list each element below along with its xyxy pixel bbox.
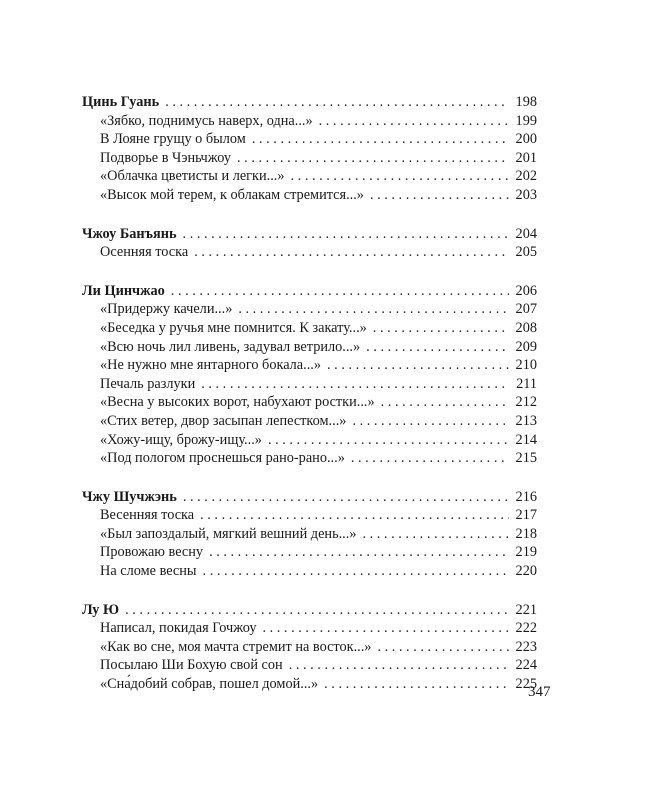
toc-entry bbox=[82, 543, 537, 562]
toc-entry bbox=[82, 675, 537, 694]
toc-author-row bbox=[82, 488, 537, 507]
dot-leader bbox=[183, 488, 509, 507]
author-name: Чжоу Банъянь bbox=[82, 225, 177, 242]
dot-leader bbox=[125, 601, 509, 620]
toc-entry bbox=[82, 167, 537, 186]
page-number: 220 bbox=[515, 563, 537, 580]
dot-leader bbox=[209, 543, 509, 562]
toc-entry bbox=[82, 656, 537, 675]
entry-title: Подворье в Чэньчжоу bbox=[100, 149, 232, 166]
toc-section bbox=[82, 488, 537, 581]
entry-title: «Под пологом проснешься рано-рано...» bbox=[100, 450, 345, 467]
page-number: 202 bbox=[515, 168, 537, 185]
toc-section bbox=[82, 601, 537, 694]
page-number: 209 bbox=[515, 338, 537, 355]
dot-leader bbox=[194, 243, 509, 262]
dot-leader bbox=[373, 319, 509, 338]
folio-page-number: 347 bbox=[528, 684, 551, 700]
page-number: 204 bbox=[515, 225, 537, 242]
dot-leader bbox=[291, 167, 509, 186]
entry-title: «Высок мой терем, к облакам стремится...» bbox=[100, 186, 364, 203]
dot-leader bbox=[327, 356, 509, 375]
page-number: 214 bbox=[515, 431, 537, 448]
author-name: Лу Ю bbox=[82, 601, 120, 618]
toc-section bbox=[82, 282, 537, 468]
toc-section bbox=[82, 93, 537, 205]
dot-leader bbox=[183, 225, 509, 244]
dot-leader bbox=[324, 675, 509, 694]
dot-leader bbox=[203, 562, 509, 581]
toc-entry bbox=[82, 338, 537, 357]
toc-entry bbox=[82, 149, 537, 168]
author-name: Чжу Шучжэнь bbox=[82, 488, 177, 505]
entry-title: «Стих ветер, двор засыпан лепестком...» bbox=[100, 412, 347, 429]
dot-leader bbox=[171, 282, 509, 301]
dot-leader bbox=[352, 412, 509, 431]
entry-title: «Придержу качели...» bbox=[100, 301, 233, 318]
entry-title: «Хожу-ищу, брожу-ищу...» bbox=[100, 431, 262, 448]
entry-title: Посылаю Ши Бохую свой сон bbox=[100, 657, 283, 674]
page-number: 211 bbox=[516, 375, 537, 392]
entry-title: «Беседка у ручья мне помнится. К закату...» bbox=[100, 319, 367, 336]
entry-title: «Весна у высоких ворот, набухают ростки...» bbox=[100, 394, 375, 411]
entry-title: На сломе весны bbox=[100, 563, 197, 580]
page-number: 224 bbox=[515, 657, 537, 674]
page-number: 225 bbox=[515, 676, 537, 693]
author-name: Цинь Гуань bbox=[82, 94, 160, 110]
entry-title: В Лояне грущу о былом bbox=[100, 131, 246, 148]
page-number: 219 bbox=[515, 544, 537, 561]
page-number: 207 bbox=[515, 301, 537, 318]
dot-leader bbox=[377, 638, 509, 657]
toc-entry bbox=[82, 112, 537, 131]
toc-entry bbox=[82, 300, 537, 319]
page-number: 200 bbox=[515, 131, 537, 148]
dot-leader bbox=[362, 525, 509, 544]
entry-title: Провожаю весну bbox=[100, 544, 204, 561]
toc-entry bbox=[82, 243, 537, 262]
dot-leader bbox=[268, 431, 509, 450]
entry-title: «Не нужно мне янтарного бокала...» bbox=[100, 357, 322, 374]
toc-entry bbox=[82, 319, 537, 338]
dot-leader bbox=[237, 149, 509, 168]
dot-leader bbox=[252, 130, 509, 149]
page-number: 215 bbox=[515, 450, 537, 467]
toc-entry bbox=[82, 619, 537, 638]
toc-entry bbox=[82, 638, 537, 657]
page-number: 213 bbox=[515, 412, 537, 429]
toc-entry bbox=[82, 449, 537, 468]
entry-title: «Как во сне, моя мачта стремит на восток...» bbox=[100, 638, 372, 655]
page-number: 206 bbox=[515, 282, 537, 299]
dot-leader bbox=[319, 112, 509, 131]
toc-entry bbox=[82, 525, 537, 544]
toc-section bbox=[82, 225, 537, 262]
toc-author-row bbox=[82, 93, 537, 112]
toc-author-row bbox=[82, 601, 537, 620]
toc-entry bbox=[82, 562, 537, 581]
dot-leader bbox=[370, 186, 509, 205]
toc-entry bbox=[82, 375, 537, 394]
entry-title: Написал, покидая Гочжоу bbox=[100, 620, 257, 637]
dot-leader bbox=[201, 375, 509, 394]
toc-entry bbox=[82, 506, 537, 525]
page-number: 221 bbox=[515, 601, 537, 618]
toc-author-row bbox=[82, 282, 537, 301]
page-number: 198 bbox=[515, 94, 537, 110]
page-number: 199 bbox=[515, 112, 537, 129]
page-number: 216 bbox=[515, 488, 537, 505]
page-number: 217 bbox=[515, 507, 537, 524]
toc-entry bbox=[82, 412, 537, 431]
dot-leader bbox=[366, 338, 509, 357]
page-number: 210 bbox=[515, 357, 537, 374]
entry-title: «Всю ночь лил ливень, задувал ветрило...» bbox=[100, 338, 361, 355]
dot-leader bbox=[262, 619, 509, 638]
author-name: Ли Цинчжао bbox=[82, 282, 165, 299]
entry-title: «Облачка цветисты и легки...» bbox=[100, 168, 285, 185]
entry-title: «Зябко, поднимусь наверх, одна...» bbox=[100, 112, 313, 129]
page-number: 218 bbox=[515, 525, 537, 542]
page-number: 212 bbox=[515, 394, 537, 411]
entry-title: «Был запоздалый, мягкий вешний день...» bbox=[100, 525, 357, 542]
page-number: 201 bbox=[515, 149, 537, 166]
toc-entry bbox=[82, 186, 537, 205]
page-number: 205 bbox=[515, 244, 537, 261]
entry-title: «Сна́добий собрав, пошел домой...» bbox=[100, 676, 319, 693]
toc-entry bbox=[82, 431, 537, 450]
dot-leader bbox=[238, 300, 509, 319]
entry-title: Осенняя тоска bbox=[100, 244, 189, 261]
toc-entry bbox=[82, 393, 537, 412]
dot-leader bbox=[200, 506, 509, 525]
page-number: 223 bbox=[515, 638, 537, 655]
page-number: 222 bbox=[515, 620, 537, 637]
dot-leader bbox=[165, 93, 509, 112]
dot-leader bbox=[289, 656, 509, 675]
toc-entry bbox=[82, 130, 537, 149]
entry-title: Печаль разлуки bbox=[100, 375, 196, 392]
table-of-contents bbox=[82, 93, 537, 714]
dot-leader bbox=[351, 449, 509, 468]
page-number: 208 bbox=[515, 319, 537, 336]
entry-title: Весенняя тоска bbox=[100, 507, 195, 524]
dot-leader bbox=[381, 393, 509, 412]
toc-entry bbox=[82, 356, 537, 375]
page-number: 203 bbox=[515, 186, 537, 203]
toc-author-row bbox=[82, 225, 537, 244]
